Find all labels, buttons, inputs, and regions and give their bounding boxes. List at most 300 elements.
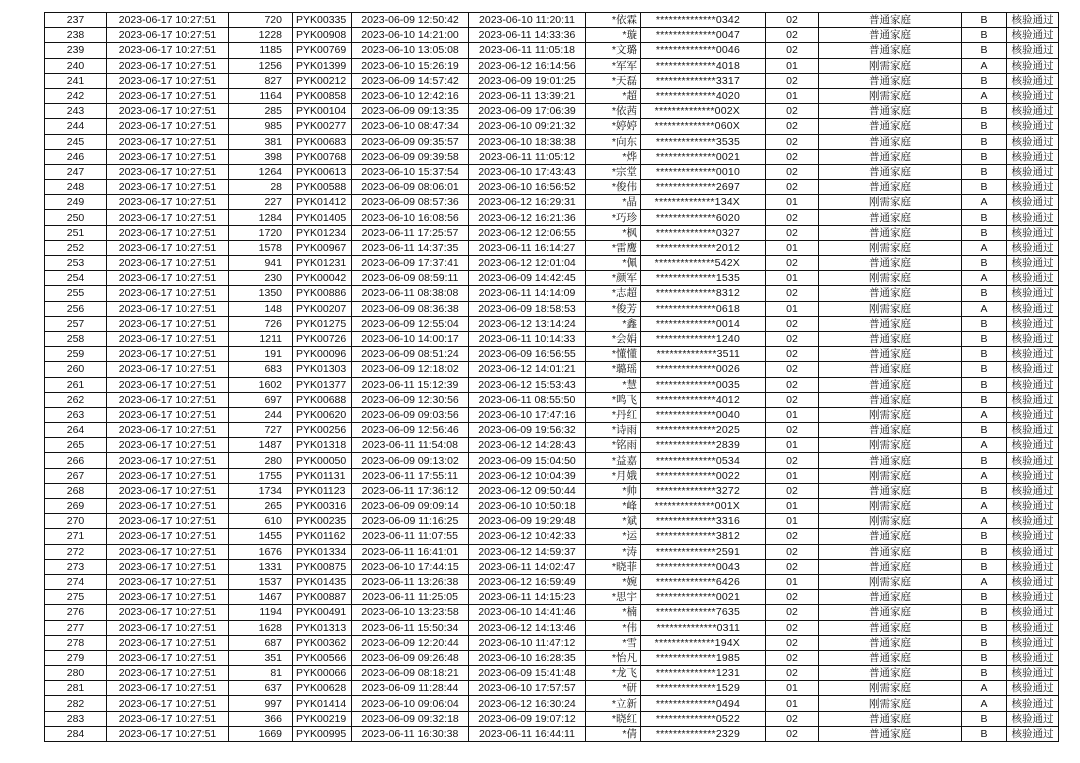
status-cell: 核验通过 (1007, 681, 1059, 696)
family-type-cell: 刚需家庭 (819, 438, 962, 453)
start-time-cell: 2023-06-09 12:56:46 (352, 423, 469, 438)
start-time-cell: 2023-06-09 08:18:21 (352, 666, 469, 681)
family-type-cell: 刚需家庭 (819, 681, 962, 696)
number-cell: 1164 (229, 88, 293, 103)
type-code-cell: 02 (766, 726, 819, 741)
id-number-cell: **************1240 (641, 331, 766, 346)
type-code-cell: 01 (766, 499, 819, 514)
number-cell: 827 (229, 73, 293, 88)
family-type-cell: 普通家庭 (819, 316, 962, 331)
start-time-cell: 2023-06-09 08:59:11 (352, 271, 469, 286)
start-time-cell: 2023-06-11 11:54:08 (352, 438, 469, 453)
family-type-cell: 普通家庭 (819, 559, 962, 574)
table-row (45, 635, 1059, 650)
time-cell: 2023-06-17 10:27:51 (107, 210, 229, 225)
id-number-cell: **************2025 (641, 423, 766, 438)
table-row (45, 362, 1059, 377)
seq-cell: 259 (45, 347, 107, 362)
code-cell: PYK00628 (293, 681, 352, 696)
family-type-cell: 普通家庭 (819, 726, 962, 741)
family-type-cell: 普通家庭 (819, 28, 962, 43)
table-row (45, 225, 1059, 240)
end-time-cell: 2023-06-10 11:20:11 (469, 13, 586, 28)
code-cell: PYK01231 (293, 256, 352, 271)
end-time-cell: 2023-06-12 16:21:36 (469, 210, 586, 225)
end-time-cell: 2023-06-12 09:50:44 (469, 483, 586, 498)
code-cell: PYK00620 (293, 407, 352, 422)
table-row (45, 164, 1059, 179)
id-number-cell: **************0047 (641, 28, 766, 43)
name-cell: *晶 (586, 195, 641, 210)
start-time-cell: 2023-06-09 09:03:56 (352, 407, 469, 422)
time-cell: 2023-06-17 10:27:51 (107, 605, 229, 620)
family-type-cell: 普通家庭 (819, 590, 962, 605)
seq-cell: 281 (45, 681, 107, 696)
time-cell: 2023-06-17 10:27:51 (107, 119, 229, 134)
grade-cell: A (962, 271, 1007, 286)
name-cell: *枫 (586, 225, 641, 240)
family-type-cell: 刚需家庭 (819, 696, 962, 711)
family-type-cell: 普通家庭 (819, 210, 962, 225)
name-cell: *雷鹰 (586, 240, 641, 255)
end-time-cell: 2023-06-12 16:30:24 (469, 696, 586, 711)
code-cell: PYK00768 (293, 149, 352, 164)
status-cell: 核验通过 (1007, 544, 1059, 559)
name-cell: *依茜 (586, 104, 641, 119)
seq-cell: 275 (45, 590, 107, 605)
document-page (44, 12, 1059, 742)
type-code-cell: 02 (766, 392, 819, 407)
grade-cell: A (962, 468, 1007, 483)
start-time-cell: 2023-06-09 12:18:02 (352, 362, 469, 377)
seq-cell: 246 (45, 149, 107, 164)
number-cell: 398 (229, 149, 293, 164)
table-row (45, 180, 1059, 195)
time-cell: 2023-06-17 10:27:51 (107, 483, 229, 498)
seq-cell: 266 (45, 453, 107, 468)
family-type-cell: 刚需家庭 (819, 407, 962, 422)
start-time-cell: 2023-06-10 14:00:17 (352, 331, 469, 346)
code-cell: PYK00066 (293, 666, 352, 681)
end-time-cell: 2023-06-12 16:14:56 (469, 58, 586, 73)
name-cell: *鑫 (586, 316, 641, 331)
name-cell: *婉 (586, 574, 641, 589)
table-row (45, 438, 1059, 453)
time-cell: 2023-06-17 10:27:51 (107, 88, 229, 103)
seq-cell: 247 (45, 164, 107, 179)
name-cell: *文璐 (586, 43, 641, 58)
time-cell: 2023-06-17 10:27:51 (107, 696, 229, 711)
start-time-cell: 2023-06-09 12:55:04 (352, 316, 469, 331)
seq-cell: 270 (45, 514, 107, 529)
seq-cell: 243 (45, 104, 107, 119)
end-time-cell: 2023-06-09 17:06:39 (469, 104, 586, 119)
start-time-cell: 2023-06-10 13:05:08 (352, 43, 469, 58)
type-code-cell: 02 (766, 225, 819, 240)
type-code-cell: 02 (766, 620, 819, 635)
number-cell: 683 (229, 362, 293, 377)
table-row (45, 453, 1059, 468)
seq-cell: 261 (45, 377, 107, 392)
table-row (45, 407, 1059, 422)
id-number-cell: **************0022 (641, 468, 766, 483)
number-cell: 351 (229, 650, 293, 665)
end-time-cell: 2023-06-11 10:14:33 (469, 331, 586, 346)
id-number-cell: **************4020 (641, 88, 766, 103)
time-cell: 2023-06-17 10:27:51 (107, 681, 229, 696)
type-code-cell: 02 (766, 286, 819, 301)
name-cell: *怡凡 (586, 650, 641, 665)
grade-cell: A (962, 58, 1007, 73)
start-time-cell: 2023-06-11 17:25:57 (352, 225, 469, 240)
family-type-cell: 普通家庭 (819, 392, 962, 407)
seq-cell: 253 (45, 256, 107, 271)
family-type-cell: 普通家庭 (819, 423, 962, 438)
id-number-cell: **************1529 (641, 681, 766, 696)
number-cell: 366 (229, 711, 293, 726)
status-cell: 核验通过 (1007, 149, 1059, 164)
number-cell: 985 (229, 119, 293, 134)
id-number-cell: **************001X (641, 499, 766, 514)
name-cell: *军军 (586, 58, 641, 73)
time-cell: 2023-06-17 10:27:51 (107, 256, 229, 271)
end-time-cell: 2023-06-12 10:42:33 (469, 529, 586, 544)
seq-cell: 252 (45, 240, 107, 255)
seq-cell: 256 (45, 301, 107, 316)
seq-cell: 276 (45, 605, 107, 620)
table-row (45, 650, 1059, 665)
status-cell: 核验通过 (1007, 696, 1059, 711)
time-cell: 2023-06-17 10:27:51 (107, 149, 229, 164)
name-cell: *运 (586, 529, 641, 544)
type-code-cell: 01 (766, 240, 819, 255)
id-number-cell: **************0522 (641, 711, 766, 726)
code-cell: PYK00613 (293, 164, 352, 179)
status-cell: 核验通过 (1007, 256, 1059, 271)
type-code-cell: 01 (766, 438, 819, 453)
time-cell: 2023-06-17 10:27:51 (107, 407, 229, 422)
seq-cell: 250 (45, 210, 107, 225)
family-type-cell: 普通家庭 (819, 119, 962, 134)
table-row (45, 681, 1059, 696)
code-cell: PYK00908 (293, 28, 352, 43)
code-cell: PYK00207 (293, 301, 352, 316)
id-number-cell: **************0342 (641, 13, 766, 28)
grade-cell: B (962, 544, 1007, 559)
time-cell: 2023-06-17 10:27:51 (107, 468, 229, 483)
family-type-cell: 普通家庭 (819, 43, 962, 58)
type-code-cell: 01 (766, 58, 819, 73)
end-time-cell: 2023-06-10 11:47:12 (469, 635, 586, 650)
grade-cell: B (962, 620, 1007, 635)
start-time-cell: 2023-06-11 11:25:05 (352, 590, 469, 605)
status-cell: 核验通过 (1007, 88, 1059, 103)
start-time-cell: 2023-06-10 16:08:56 (352, 210, 469, 225)
id-number-cell: **************1231 (641, 666, 766, 681)
table-row (45, 605, 1059, 620)
start-time-cell: 2023-06-10 14:21:00 (352, 28, 469, 43)
code-cell: PYK00316 (293, 499, 352, 514)
number-cell: 1676 (229, 544, 293, 559)
name-cell: *璐瑶 (586, 362, 641, 377)
type-code-cell: 02 (766, 711, 819, 726)
time-cell: 2023-06-17 10:27:51 (107, 635, 229, 650)
number-cell: 1284 (229, 210, 293, 225)
status-cell: 核验通过 (1007, 499, 1059, 514)
table-row (45, 43, 1059, 58)
time-cell: 2023-06-17 10:27:51 (107, 711, 229, 726)
code-cell: PYK00335 (293, 13, 352, 28)
end-time-cell: 2023-06-11 14:02:47 (469, 559, 586, 574)
number-cell: 997 (229, 696, 293, 711)
number-cell: 1264 (229, 164, 293, 179)
family-type-cell: 刚需家庭 (819, 301, 962, 316)
type-code-cell: 01 (766, 696, 819, 711)
status-cell: 核验通过 (1007, 73, 1059, 88)
type-code-cell: 01 (766, 271, 819, 286)
id-number-cell: **************0618 (641, 301, 766, 316)
status-cell: 核验通过 (1007, 666, 1059, 681)
family-type-cell: 普通家庭 (819, 256, 962, 271)
seq-cell: 238 (45, 28, 107, 43)
name-cell: *楠 (586, 605, 641, 620)
type-code-cell: 02 (766, 483, 819, 498)
number-cell: 148 (229, 301, 293, 316)
status-cell: 核验通过 (1007, 286, 1059, 301)
family-type-cell: 普通家庭 (819, 605, 962, 620)
status-cell: 核验通过 (1007, 271, 1059, 286)
seq-cell: 267 (45, 468, 107, 483)
grade-cell: B (962, 666, 1007, 681)
time-cell: 2023-06-17 10:27:51 (107, 195, 229, 210)
number-cell: 1467 (229, 590, 293, 605)
grade-cell: B (962, 73, 1007, 88)
seq-cell: 277 (45, 620, 107, 635)
table-row (45, 726, 1059, 741)
id-number-cell: **************0327 (641, 225, 766, 240)
name-cell: *佩 (586, 256, 641, 271)
start-time-cell: 2023-06-11 11:07:55 (352, 529, 469, 544)
status-cell: 核验通过 (1007, 559, 1059, 574)
start-time-cell: 2023-06-09 12:20:44 (352, 635, 469, 650)
name-cell: *俊芳 (586, 301, 641, 316)
type-code-cell: 02 (766, 149, 819, 164)
code-cell: PYK01162 (293, 529, 352, 544)
type-code-cell: 02 (766, 256, 819, 271)
code-cell: PYK01435 (293, 574, 352, 589)
status-cell: 核验通过 (1007, 514, 1059, 529)
seq-cell: 260 (45, 362, 107, 377)
start-time-cell: 2023-06-09 09:13:02 (352, 453, 469, 468)
id-number-cell: **************0026 (641, 362, 766, 377)
type-code-cell: 02 (766, 590, 819, 605)
type-code-cell: 02 (766, 605, 819, 620)
seq-cell: 279 (45, 650, 107, 665)
table-row (45, 28, 1059, 43)
id-number-cell: **************0014 (641, 316, 766, 331)
status-cell: 核验通过 (1007, 331, 1059, 346)
id-number-cell: **************060X (641, 119, 766, 134)
id-number-cell: **************2697 (641, 180, 766, 195)
end-time-cell: 2023-06-10 17:57:57 (469, 681, 586, 696)
status-cell: 核验通过 (1007, 225, 1059, 240)
end-time-cell: 2023-06-11 14:14:09 (469, 286, 586, 301)
grade-cell: A (962, 574, 1007, 589)
name-cell: *向东 (586, 134, 641, 149)
type-code-cell: 02 (766, 104, 819, 119)
family-type-cell: 普通家庭 (819, 149, 962, 164)
grade-cell: A (962, 438, 1007, 453)
end-time-cell: 2023-06-10 17:43:43 (469, 164, 586, 179)
time-cell: 2023-06-17 10:27:51 (107, 362, 229, 377)
code-cell: PYK00104 (293, 104, 352, 119)
name-cell: *鸣飞 (586, 392, 641, 407)
end-time-cell: 2023-06-11 13:39:21 (469, 88, 586, 103)
number-cell: 285 (229, 104, 293, 119)
start-time-cell: 2023-06-10 15:26:19 (352, 58, 469, 73)
id-number-cell: **************3317 (641, 73, 766, 88)
id-number-cell: **************6020 (641, 210, 766, 225)
end-time-cell: 2023-06-12 13:14:24 (469, 316, 586, 331)
time-cell: 2023-06-17 10:27:51 (107, 544, 229, 559)
start-time-cell: 2023-06-09 14:57:42 (352, 73, 469, 88)
table-row (45, 347, 1059, 362)
id-number-cell: **************0534 (641, 453, 766, 468)
time-cell: 2023-06-17 10:27:51 (107, 104, 229, 119)
table-row (45, 620, 1059, 635)
name-cell: *倩 (586, 726, 641, 741)
grade-cell: B (962, 347, 1007, 362)
type-code-cell: 01 (766, 514, 819, 529)
grade-cell: B (962, 650, 1007, 665)
table-row (45, 271, 1059, 286)
grade-cell: B (962, 726, 1007, 741)
code-cell: PYK00588 (293, 180, 352, 195)
time-cell: 2023-06-17 10:27:51 (107, 650, 229, 665)
grade-cell: B (962, 119, 1007, 134)
id-number-cell: **************1985 (641, 650, 766, 665)
name-cell: *晓红 (586, 711, 641, 726)
id-number-cell: **************0010 (641, 164, 766, 179)
table-row (45, 331, 1059, 346)
status-cell: 核验通过 (1007, 605, 1059, 620)
status-cell: 核验通过 (1007, 711, 1059, 726)
family-type-cell: 普通家庭 (819, 286, 962, 301)
seq-cell: 257 (45, 316, 107, 331)
grade-cell: B (962, 134, 1007, 149)
number-cell: 1537 (229, 574, 293, 589)
status-cell: 核验通过 (1007, 210, 1059, 225)
name-cell: *烨 (586, 149, 641, 164)
type-code-cell: 02 (766, 423, 819, 438)
code-cell: PYK01123 (293, 483, 352, 498)
start-time-cell: 2023-06-11 08:38:08 (352, 286, 469, 301)
end-time-cell: 2023-06-10 18:38:38 (469, 134, 586, 149)
number-cell: 687 (229, 635, 293, 650)
grade-cell: B (962, 331, 1007, 346)
table-row (45, 423, 1059, 438)
code-cell: PYK01377 (293, 377, 352, 392)
time-cell: 2023-06-17 10:27:51 (107, 559, 229, 574)
code-cell: PYK01303 (293, 362, 352, 377)
start-time-cell: 2023-06-09 08:51:24 (352, 347, 469, 362)
type-code-cell: 02 (766, 347, 819, 362)
table-row (45, 149, 1059, 164)
status-cell: 核验通过 (1007, 134, 1059, 149)
time-cell: 2023-06-17 10:27:51 (107, 392, 229, 407)
grade-cell: B (962, 13, 1007, 28)
end-time-cell: 2023-06-10 16:28:35 (469, 650, 586, 665)
number-cell: 81 (229, 666, 293, 681)
name-cell: *俊伟 (586, 180, 641, 195)
type-code-cell: 01 (766, 574, 819, 589)
time-cell: 2023-06-17 10:27:51 (107, 590, 229, 605)
start-time-cell: 2023-06-10 15:37:54 (352, 164, 469, 179)
table-row (45, 514, 1059, 529)
seq-cell: 241 (45, 73, 107, 88)
end-time-cell: 2023-06-12 12:06:55 (469, 225, 586, 240)
family-type-cell: 普通家庭 (819, 650, 962, 665)
id-number-cell: **************0494 (641, 696, 766, 711)
id-number-cell: **************0035 (641, 377, 766, 392)
id-number-cell: **************0021 (641, 149, 766, 164)
table-row (45, 58, 1059, 73)
code-cell: PYK00096 (293, 347, 352, 362)
number-cell: 265 (229, 499, 293, 514)
code-cell: PYK00566 (293, 650, 352, 665)
name-cell: *思宇 (586, 590, 641, 605)
type-code-cell: 02 (766, 164, 819, 179)
id-number-cell: **************3316 (641, 514, 766, 529)
code-cell: PYK00887 (293, 590, 352, 605)
number-cell: 1455 (229, 529, 293, 544)
family-type-cell: 刚需家庭 (819, 240, 962, 255)
table-row (45, 499, 1059, 514)
status-cell: 核验通过 (1007, 529, 1059, 544)
end-time-cell: 2023-06-12 14:28:43 (469, 438, 586, 453)
time-cell: 2023-06-17 10:27:51 (107, 271, 229, 286)
id-number-cell: **************0046 (641, 43, 766, 58)
id-number-cell: **************3535 (641, 134, 766, 149)
time-cell: 2023-06-17 10:27:51 (107, 620, 229, 635)
start-time-cell: 2023-06-09 08:36:38 (352, 301, 469, 316)
end-time-cell: 2023-06-09 18:58:53 (469, 301, 586, 316)
seq-cell: 282 (45, 696, 107, 711)
table-row (45, 544, 1059, 559)
name-cell: *超 (586, 88, 641, 103)
seq-cell: 284 (45, 726, 107, 741)
end-time-cell: 2023-06-09 19:29:48 (469, 514, 586, 529)
status-cell: 核验通过 (1007, 453, 1059, 468)
table-row (45, 529, 1059, 544)
end-time-cell: 2023-06-10 16:56:52 (469, 180, 586, 195)
grade-cell: B (962, 605, 1007, 620)
time-cell: 2023-06-17 10:27:51 (107, 574, 229, 589)
end-time-cell: 2023-06-09 19:07:12 (469, 711, 586, 726)
start-time-cell: 2023-06-11 15:50:34 (352, 620, 469, 635)
id-number-cell: **************0021 (641, 590, 766, 605)
family-type-cell: 普通家庭 (819, 453, 962, 468)
start-time-cell: 2023-06-09 09:09:14 (352, 499, 469, 514)
status-cell: 核验通过 (1007, 164, 1059, 179)
grade-cell: B (962, 559, 1007, 574)
type-code-cell: 02 (766, 529, 819, 544)
seq-cell: 248 (45, 180, 107, 195)
id-number-cell: **************2012 (641, 240, 766, 255)
code-cell: PYK00769 (293, 43, 352, 58)
status-cell: 核验通过 (1007, 726, 1059, 741)
code-cell: PYK00875 (293, 559, 352, 574)
